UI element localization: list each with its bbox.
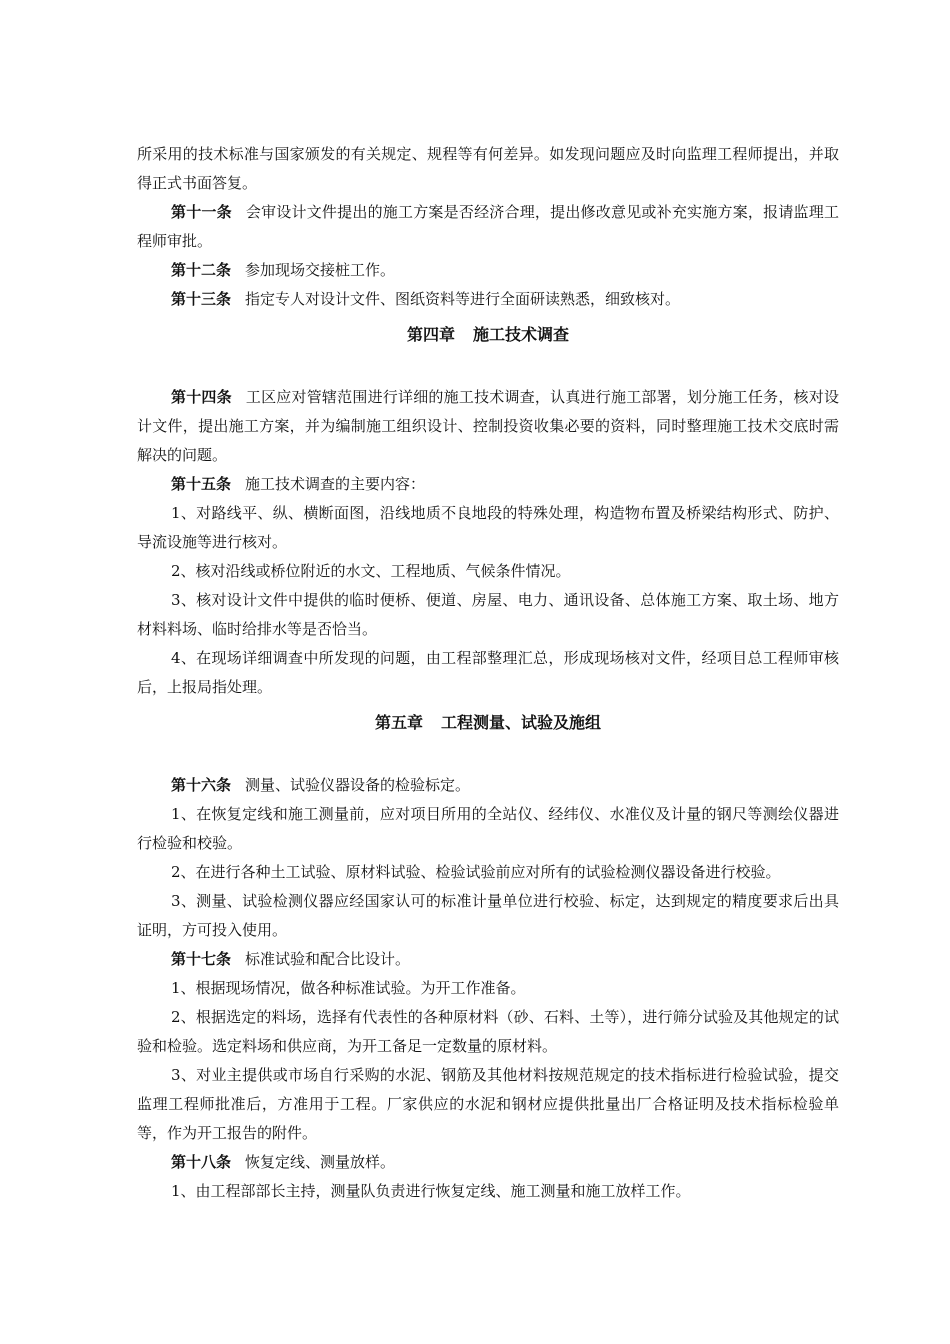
article-text: 施工技术调查的主要内容： xyxy=(245,475,426,493)
article-11 xyxy=(137,198,839,256)
article-15 xyxy=(137,470,839,499)
article-13 xyxy=(137,285,839,314)
list-item: 1、根据现场情况，做各种标准试验。为开工作准备。 xyxy=(171,979,526,997)
article-label: 第十八条 xyxy=(171,1153,232,1171)
list-item: 2、根据选定的料场，选择有代表性的各种原材料（砂、石料、土等），进行筛分试验及其他规定的试验和检验。选定料场和供应商，为开工备足一定数量的原材料。 xyxy=(137,1008,839,1055)
article-label: 第十一条 xyxy=(171,203,232,221)
article-label: 第十三条 xyxy=(171,290,232,308)
article-text: 参加现场交接桩工作。 xyxy=(245,261,396,279)
article-12 xyxy=(137,256,839,285)
article-label: 第十四条 xyxy=(171,388,232,406)
list-item: 3、测量、试验检测仪器应经国家认可的标准计量单位进行校验、标定，达到规定的精度要求后出具证明，方可投入使用。 xyxy=(137,892,839,939)
continuation-paragraph: 所采用的技术标准与国家颁发的有关规定、规程等有何差异。如发现问题应及时向监理工程师提出，并取得正式书面答复。 xyxy=(137,145,839,192)
list-item: 4、在现场详细调查中所发现的问题，由工程部整理汇总，形成现场核对文件，经项目总工程师审核后，上报局指处理。 xyxy=(137,649,839,696)
list-item: 3、对业主提供或市场自行采购的水泥、钢筋及其他材料按规范规定的技术指标进行检验试验，提交监理工程师批准后，方准用于工程。厂家供应的水泥和钢材应提供批量出厂合格证明及技术指标检验单等，作为开工报告的附件。 xyxy=(137,1066,839,1142)
chapter-number: 第四章 xyxy=(406,325,455,344)
article-17 xyxy=(137,945,839,974)
chapter-title: 工程测量、试验及施组 xyxy=(441,713,602,732)
article-text: 工区应对管辖范围进行详细的施工技术调查，认真进行施工部署，划分施工任务，核对设计文件，提出施工方案，并为编制施工组织设计、控制投资收集必要的资料，同时整理施工技术交底时需解决的问题。 xyxy=(137,388,839,464)
article-label: 第十五条 xyxy=(171,475,232,493)
list-item: 1、对路线平、纵、横断面图，沿线地质不良地段的特殊处理，构造物布置及桥梁结构形式、防护、导流设施等进行核对。 xyxy=(137,504,839,551)
article-label: 第十七条 xyxy=(171,950,232,968)
article-text: 会审设计文件提出的施工方案是否经济合理，提出修改意见或补充实施方案，报请监理工程师审批。 xyxy=(137,203,839,250)
article-text: 标准试验和配合比设计。 xyxy=(245,950,411,968)
chapter-number: 第五章 xyxy=(374,713,423,732)
list-item: 3、核对设计文件中提供的临时便桥、便道、房屋、电力、通讯设备、总体施工方案、取土场、地方材料料场、临时给排水等是否恰当。 xyxy=(137,591,839,638)
chapter-title: 施工技术调查 xyxy=(473,325,570,344)
list-item: 1、在恢复定线和施工测量前，应对项目所用的全站仪、经纬仪、水准仪及计量的钢尺等测绘仪器进行检验和校验。 xyxy=(137,805,839,852)
article-label: 第十六条 xyxy=(171,776,232,794)
list-item: 2、在进行各种土工试验、原材料试验、检验试验前应对所有的试验检测仪器设备进行校验。 xyxy=(171,863,781,881)
chapter-4-heading xyxy=(137,320,839,349)
article-text: 恢复定线、测量放样。 xyxy=(245,1153,396,1171)
chapter-5-heading xyxy=(137,708,839,737)
article-14 xyxy=(137,383,839,470)
article-18 xyxy=(137,1148,839,1177)
document-body xyxy=(137,140,839,1206)
list-item: 1、由工程部部长主持，测量队负责进行恢复定线、施工测量和施工放样工作。 xyxy=(171,1182,691,1200)
article-text: 指定专人对设计文件、图纸资料等进行全面研读熟悉，细致核对。 xyxy=(245,290,681,308)
article-16 xyxy=(137,771,839,800)
article-label: 第十二条 xyxy=(171,261,232,279)
list-item: 2、核对沿线或桥位附近的水文、工程地质、气候条件情况。 xyxy=(171,562,571,580)
article-text: 测量、试验仪器设备的检验标定。 xyxy=(245,776,471,794)
